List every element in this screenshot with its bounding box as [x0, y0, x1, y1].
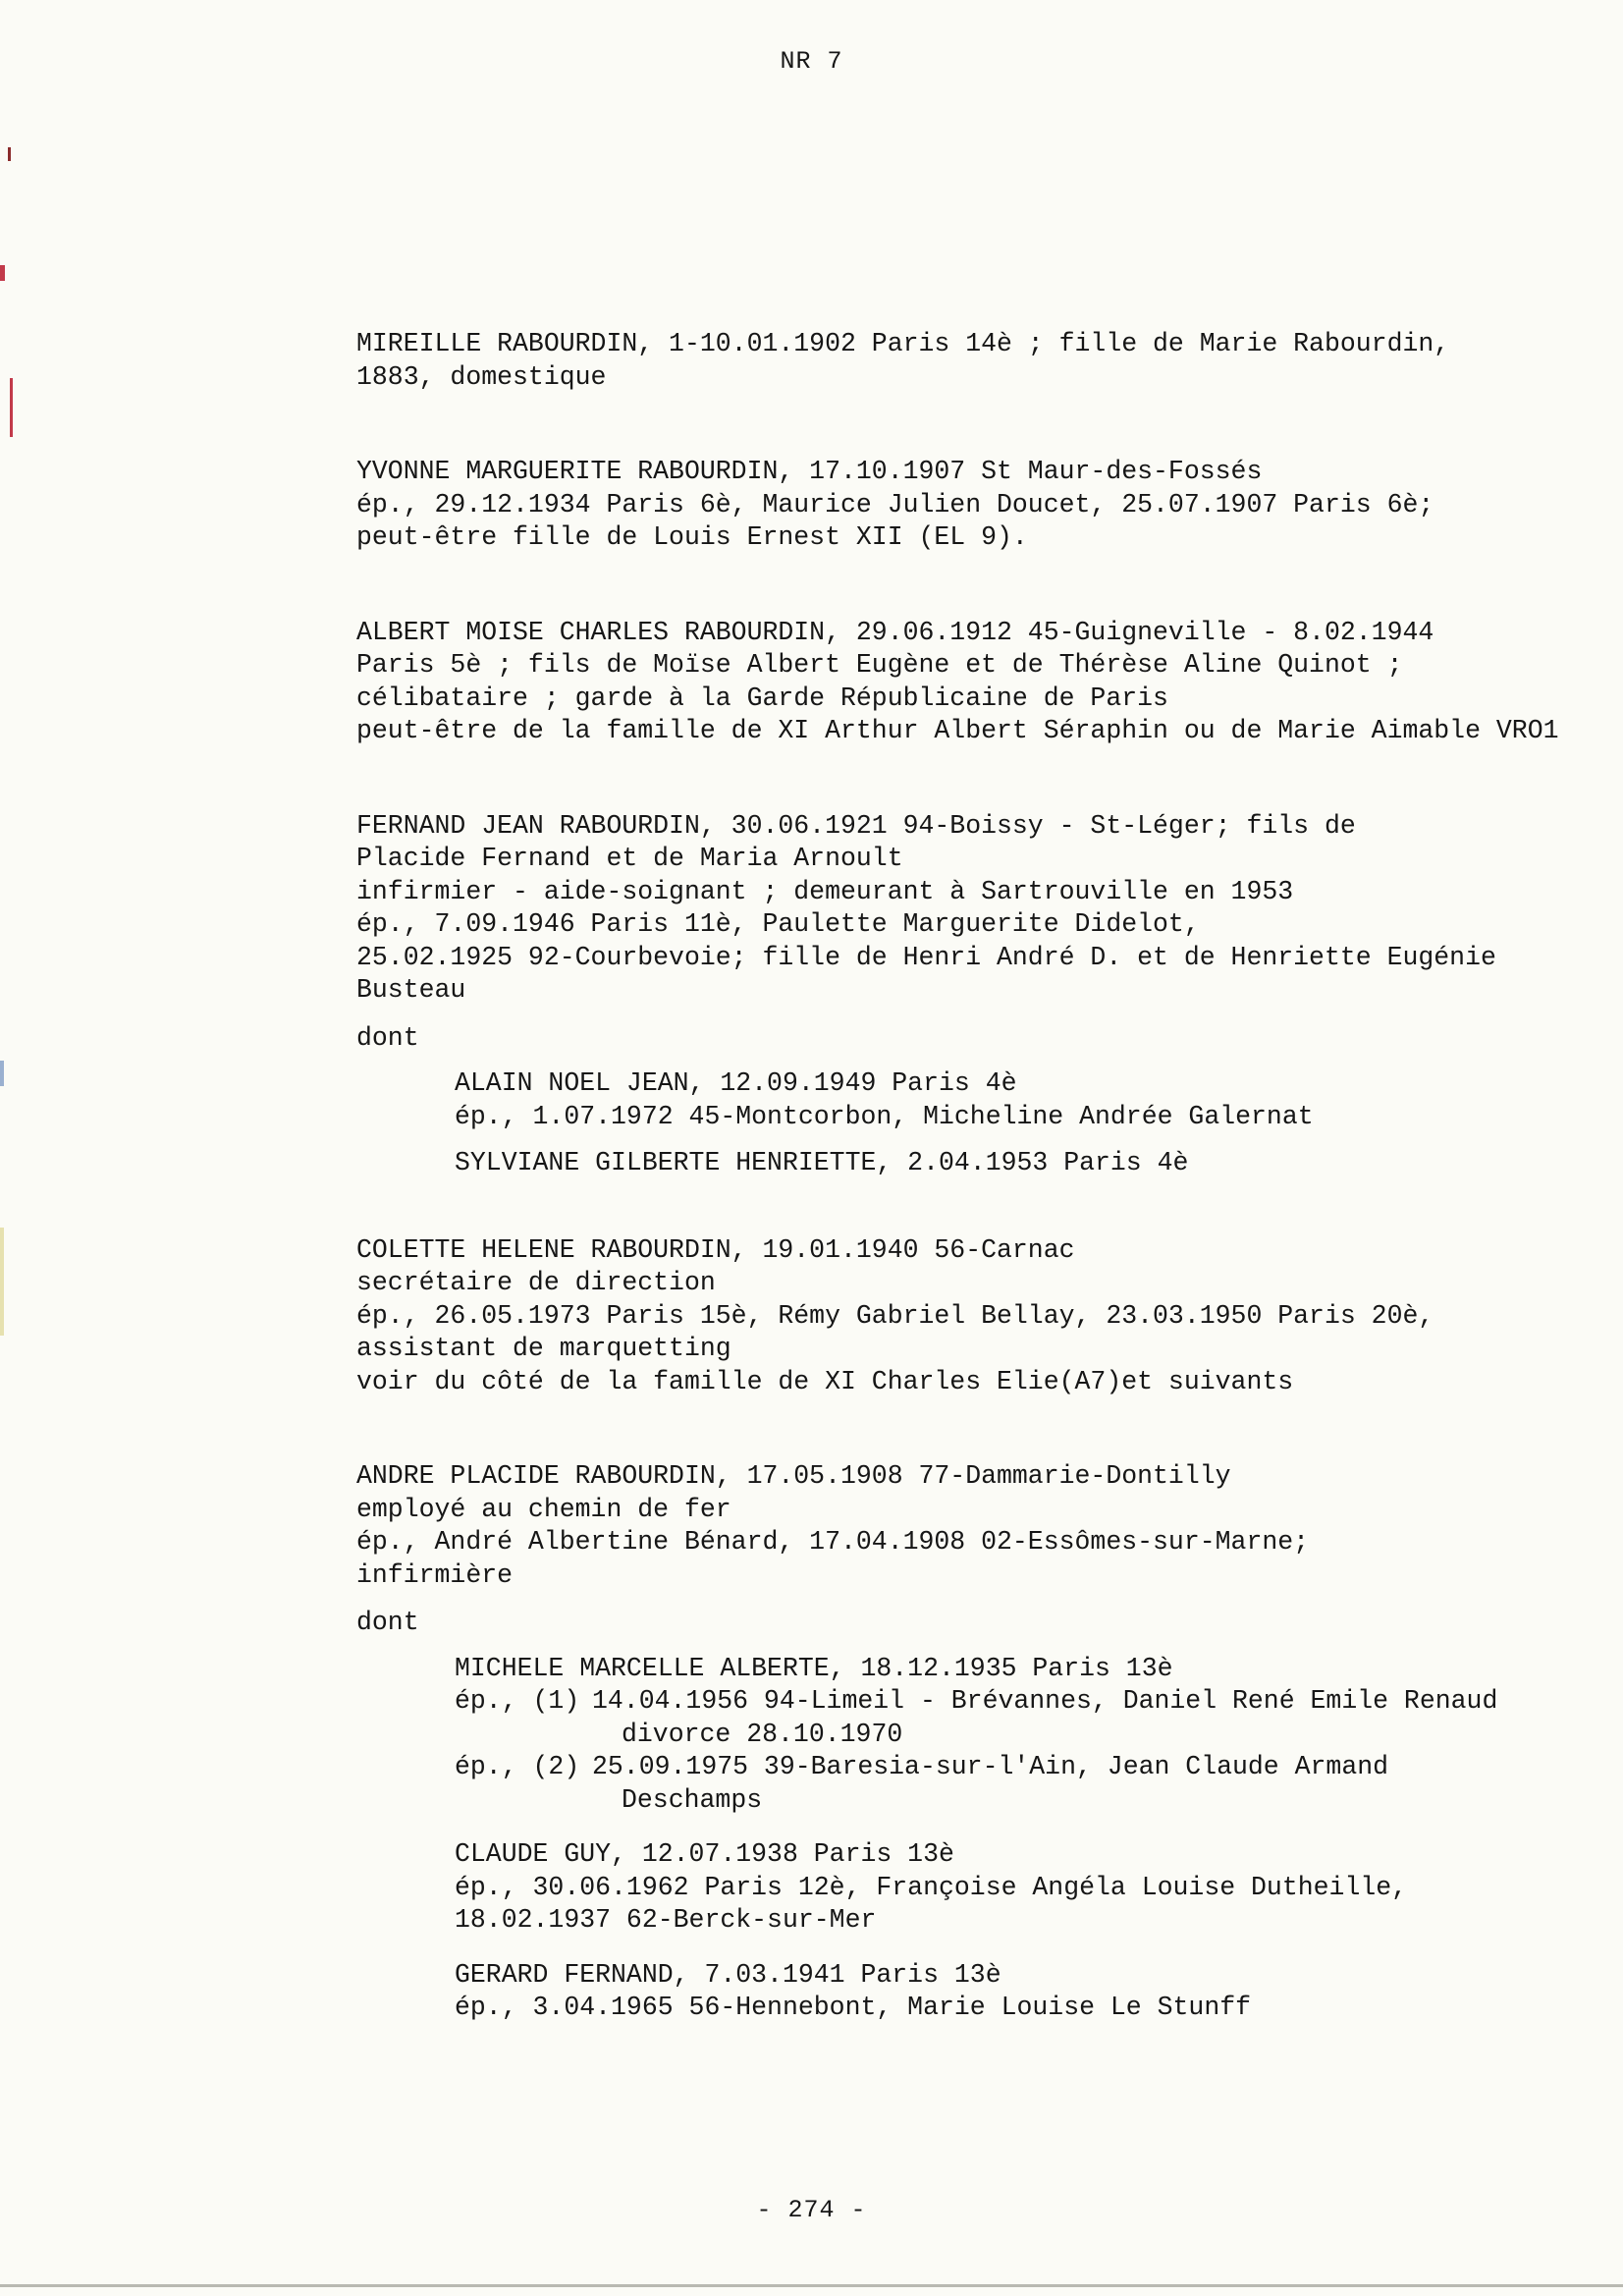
entry-line: employé au chemin de fer — [356, 1494, 731, 1524]
child-entry — [455, 1838, 1623, 1938]
entry-line: peut-être fille de Louis Ernest XII (EL 9). — [356, 522, 1028, 552]
entry-line: ép., 29.12.1934 Paris 6è, Maurice Julien Doucet, 25.07.1907 Paris 6è; — [356, 489, 1434, 519]
marriage-continuation: divorce 28.10.1970 — [622, 1719, 903, 1749]
child-entry — [455, 1653, 1623, 1818]
entry-mireille — [356, 328, 1623, 394]
marriage-label: ép., (2) — [455, 1752, 580, 1781]
scan-mark — [0, 265, 5, 281]
entry-line: secrétaire de direction — [356, 1268, 716, 1297]
entry-andre — [356, 1460, 1623, 2025]
entry-line: ép., 26.05.1973 Paris 15è, Rémy Gabriel Bellay, 23.03.1950 Paris 20è, — [356, 1300, 1434, 1331]
child-line: ép., 30.06.1962 Paris 12è, Françoise Angéla Louise Dutheille, — [455, 1872, 1408, 1902]
child-name: GERARD FERNAND, 7.03.1941 Paris 13è — [455, 1959, 1001, 1990]
child-line: 18.02.1937 62-Berck-sur-Mer — [455, 1905, 877, 1935]
scan-edge — [0, 2284, 1623, 2287]
children-list — [455, 1067, 1623, 1180]
entry-line: Placide Fernand et de Maria Arnoult — [356, 844, 903, 873]
marriage-continuation: Deschamps — [622, 1784, 763, 1815]
entry-line: assistant de marquetting — [356, 1334, 731, 1363]
dont-label: dont — [356, 1608, 419, 1637]
children-list — [455, 1653, 1623, 2025]
entry-line: infirmière — [356, 1559, 514, 1590]
entry-fernand — [356, 810, 1623, 1180]
entry-line: ALBERT MOISE CHARLES RABOURDIN, 29.06.1912 45-Guigneville - 8.02.1944 — [356, 617, 1434, 647]
child-line: ép., 1.07.1972 45-Montcorbon, Micheline Andrée Galernat — [455, 1101, 1314, 1131]
scan-mark — [10, 378, 13, 437]
entry-line: peut-être de la famille de XI Arthur Albert Séraphin ou de Marie Aimable VRO1 — [356, 716, 1559, 745]
child-name: CLAUDE GUY, 12.07.1938 Paris 13è — [455, 1839, 954, 1869]
entry-line: 25.02.1925 92-Courbevoie; fille de Henri André D. et de Henriette Eugénie — [356, 942, 1496, 972]
entry-line: ép., 7.09.1946 Paris 11è, Paulette Marguerite Didelot, — [356, 909, 1200, 939]
entry-line: Paris 5è ; fils de Moïse Albert Eugène et de Thérèse Aline Quinot ; — [356, 650, 1403, 680]
page-footer: - 274 - — [756, 2196, 867, 2224]
entry-line: célibataire ; garde à la Garde Républicaine de Paris — [356, 683, 1168, 713]
entry-line: ANDRE PLACIDE RABOURDIN, 17.05.1908 77-Dammarie-Dontilly — [356, 1461, 1231, 1491]
entry-line: 1883, domestique — [356, 361, 607, 392]
child-name: SYLVIANE GILBERTE HENRIETTE, 2.04.1953 Paris 4è — [455, 1148, 1189, 1177]
marriage-detail: 25.09.1975 39-Baresia-sur-l'Ain, Jean Claude Armand — [592, 1752, 1389, 1781]
page-header: NR 7 — [780, 47, 843, 76]
entry-line: ép., André Albertine Bénard, 17.04.1908 02-Essômes-sur-Marne; — [356, 1527, 1310, 1557]
scan-mark — [0, 1061, 4, 1086]
child-line: ép., 3.04.1965 56-Hennebont, Marie Louise Le Stunff — [455, 1993, 1252, 2022]
marriage-line — [455, 1751, 1623, 1784]
entry-line: Busteau — [356, 975, 466, 1005]
entry-colette — [356, 1234, 1623, 1399]
entry-line: YVONNE MARGUERITE RABOURDIN, 17.10.1907 St Maur-des-Fossés — [356, 457, 1263, 486]
dont-label: dont — [356, 1022, 419, 1053]
scan-mark — [0, 1228, 4, 1336]
child-entry — [455, 1959, 1623, 2025]
entry-line: FERNAND JEAN RABOURDIN, 30.06.1921 94-Boissy - St-Léger; fils de — [356, 810, 1356, 841]
scan-mark — [8, 147, 11, 161]
entry-yvonne — [356, 456, 1623, 555]
entry-line: MIREILLE RABOURDIN, 1-10.01.1902 Paris 14è ; fille de Marie Rabourdin, — [356, 329, 1450, 358]
entry-line: voir du côté de la famille de XI Charles Elie(A7)et suivants — [356, 1366, 1294, 1396]
entry-line: infirmier - aide-soignant ; demeurant à Sartrouville en 1953 — [356, 876, 1294, 906]
marriage-detail: 14.04.1956 94-Limeil - Brévannes, Daniel René Emile Renaud — [592, 1686, 1498, 1716]
entry-albert — [356, 617, 1623, 748]
entry-line: COLETTE HELENE RABOURDIN, 19.01.1940 56-Carnac — [356, 1234, 1075, 1265]
marriage-label: ép., (1) — [455, 1686, 580, 1716]
child-entry — [455, 1147, 1623, 1180]
child-entry — [455, 1067, 1623, 1133]
marriage-line — [455, 1685, 1623, 1719]
child-name: MICHELE MARCELLE ALBERTE, 18.12.1935 Paris 13è — [455, 1653, 1173, 1683]
genealogy-content — [356, 328, 1623, 2039]
child-name: ALAIN NOEL JEAN, 12.09.1949 Paris 4è — [455, 1068, 1017, 1098]
